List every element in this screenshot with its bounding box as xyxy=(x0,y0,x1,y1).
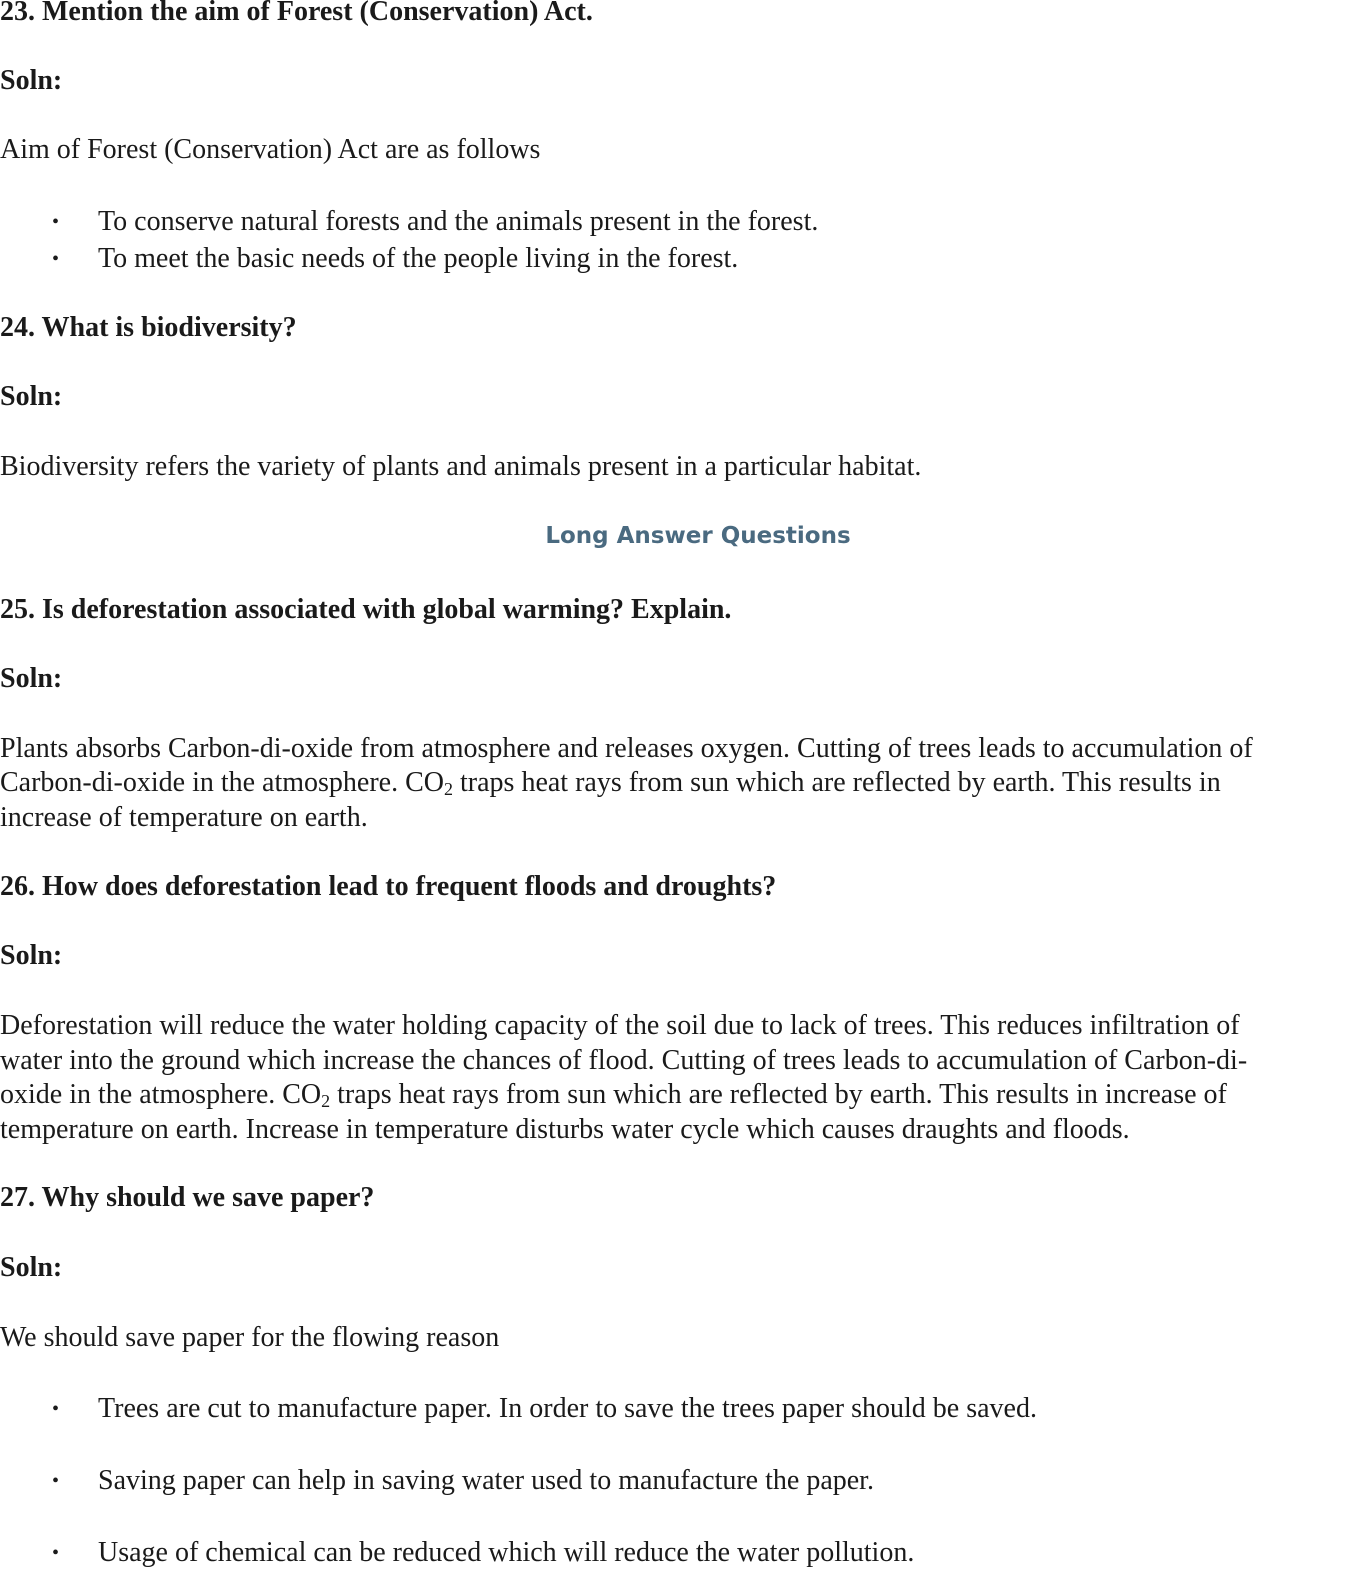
soln-label-23: Soln: xyxy=(0,65,63,96)
question-27: 27. Why should we save paper? xyxy=(0,1182,375,1213)
question-24: 24. What is biodiversity? xyxy=(0,312,297,343)
answer-26-line-1: Deforestation will reduce the water holding capacity of the soil due to lack of trees. This reduces infiltration of xyxy=(0,1010,1240,1041)
list-item: • Trees are cut to manufacture paper. In order to save the trees paper should be saved. xyxy=(52,1391,1037,1427)
list-item: • To conserve natural forests and the animals present in the forest. xyxy=(52,204,818,240)
soln-label-24: Soln: xyxy=(0,381,63,412)
list-item: • To meet the basic needs of the people living in the forest. xyxy=(52,241,738,277)
answer-26-line-3: oxide in the atmosphere. $CO_2$ traps heat rays from sun which are reflected by earth. This results in increase of xyxy=(0,1079,1227,1111)
answer-25-line-2: Carbon-di-oxide in the atmosphere. $CO_2$ traps heat rays from sun which are reflected by earth. This results in xyxy=(0,767,1221,799)
list-item: • Saving paper can help in saving water used to manufacture the paper. xyxy=(52,1463,874,1499)
soln-label-27: Soln: xyxy=(0,1252,63,1283)
bullet-icon: • xyxy=(52,211,60,233)
answer-23-intro: Aim of Forest (Conservation) Act are as follows xyxy=(0,134,541,165)
answer-27-intro: We should save paper for the flowing reason xyxy=(0,1322,500,1353)
answer-26-line-4: temperature on earth. Increase in temperature disturbs water cycle which causes draughts and floods. xyxy=(0,1114,1130,1145)
answer-26-line-2: water into the ground which increase the chances of flood. Cutting of trees leads to accumulation of Carbon-di- xyxy=(0,1045,1248,1076)
soln-label-26: Soln: xyxy=(0,940,63,971)
bullet-icon: • xyxy=(52,1470,60,1492)
section-heading: Long Answer Questions xyxy=(545,523,851,549)
answer-25-line-1: Plants absorbs Carbon-di-oxide from atmosphere and releases oxygen. Cutting of trees leads to accumulation of xyxy=(0,733,1253,764)
question-26: 26. How does deforestation lead to frequent floods and droughts? xyxy=(0,871,777,902)
question-23: 23. Mention the aim of Forest (Conservation) Act. xyxy=(0,0,593,27)
question-25: 25. Is deforestation associated with global warming? Explain. xyxy=(0,594,732,625)
answer-25-line-3: increase of temperature on earth. xyxy=(0,802,368,833)
list-item: • Usage of chemical can be reduced which will reduce the water pollution. xyxy=(52,1535,914,1571)
bullet-icon: • xyxy=(52,248,60,270)
soln-label-25: Soln: xyxy=(0,663,63,694)
bullet-icon: • xyxy=(52,1398,60,1420)
bullet-icon: • xyxy=(52,1542,60,1564)
answer-24: Biodiversity refers the variety of plants and animals present in a particular habitat. xyxy=(0,451,922,482)
